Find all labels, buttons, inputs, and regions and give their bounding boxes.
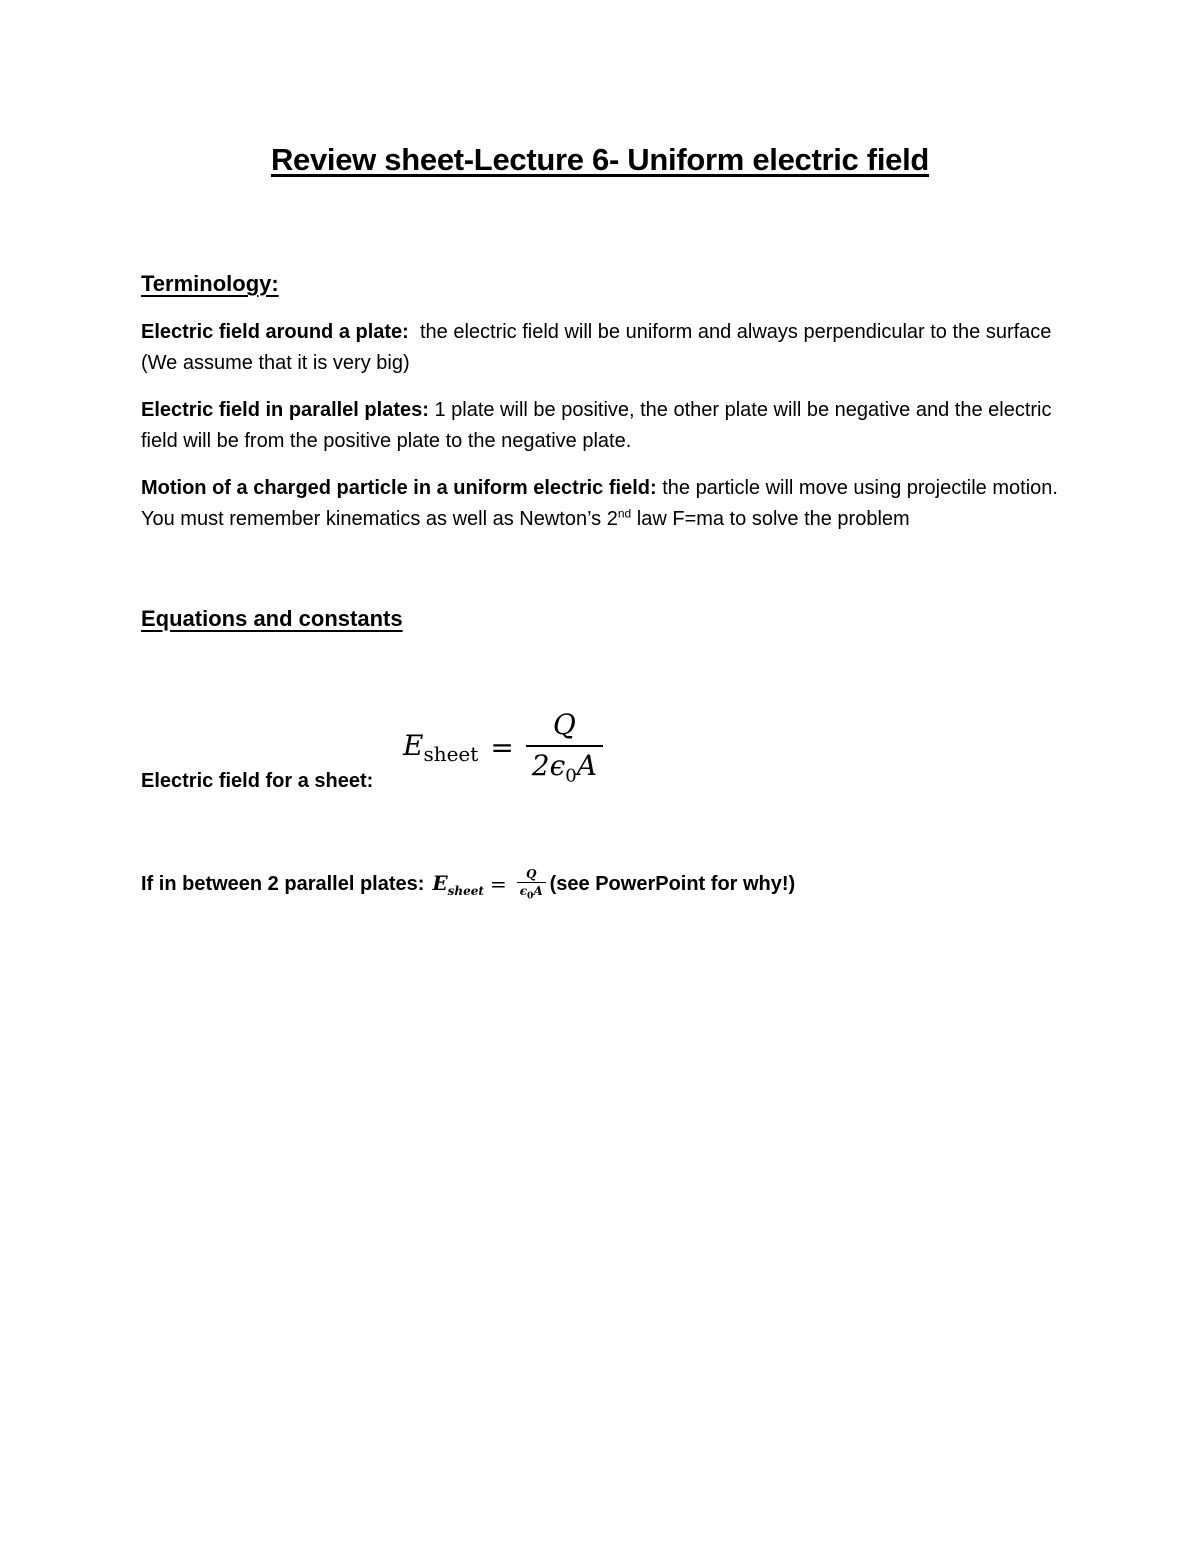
sheet-equation [403, 702, 603, 792]
eq-subscript: sheet [423, 741, 479, 766]
term-text-end: law F=ma to solve the problem [631, 508, 910, 530]
sheet-equation-fraction [526, 708, 603, 787]
term-label: Electric field in parallel plates: [141, 399, 429, 421]
fraction-denominator [517, 882, 546, 901]
parallel-eq-lhs [432, 871, 484, 898]
fraction-denominator [526, 745, 603, 787]
sheet-equation-label: Electric field for a sheet: [141, 770, 374, 792]
denominator-suffix: A [576, 748, 597, 782]
denominator-subscript: 0 [527, 891, 534, 902]
parallel-plates-label: If in between 2 parallel plates: [141, 872, 425, 895]
denominator-suffix: A [533, 883, 543, 898]
parallel-eq-fraction [517, 867, 546, 901]
eq-symbol: E [432, 870, 448, 895]
term-text: 1 plate will be positive, the other plate will be negative and the electric field will be from the positive plate to the negative plate. [141, 399, 1052, 452]
equals-sign: = [489, 872, 507, 896]
terminology-heading: Terminology: [141, 271, 279, 296]
denominator-subscript: 0 [565, 765, 577, 787]
parallel-plates-equation-line [141, 862, 795, 906]
denominator-prefix: ϵ [519, 883, 528, 898]
fraction-numerator: Q [525, 866, 537, 881]
ordinal-suffix: nd [617, 506, 632, 521]
terminology-item-plate [141, 317, 1071, 379]
eq-subscript: sheet [447, 883, 484, 898]
terminology-item-charged-particle [141, 473, 1071, 535]
sheet-equation-lhs [403, 729, 478, 766]
page-title: Review sheet-Lecture 6- Uniform electric field [270, 142, 930, 177]
eq-symbol: E [403, 728, 424, 762]
term-label: Electric field around a plate: [141, 321, 409, 343]
term-text: the electric field will be uniform and always perpendicular to the surface (We assume that it is very big) [141, 321, 1052, 374]
denominator-prefix: 2ϵ [531, 748, 566, 782]
terminology-item-parallel-plates [141, 395, 1071, 457]
fraction-numerator: Q [552, 707, 576, 741]
parallel-plates-note: (see PowerPoint for why!) [549, 872, 796, 895]
term-text: the particle will move using projectile motion. You must remember kinematics as well as Newton’s 2 [141, 477, 1058, 530]
equations-heading: Equations and constants [141, 606, 403, 631]
term-label: Motion of a charged particle in a uniform electric field: [141, 477, 657, 499]
equals-sign: = [490, 730, 514, 764]
